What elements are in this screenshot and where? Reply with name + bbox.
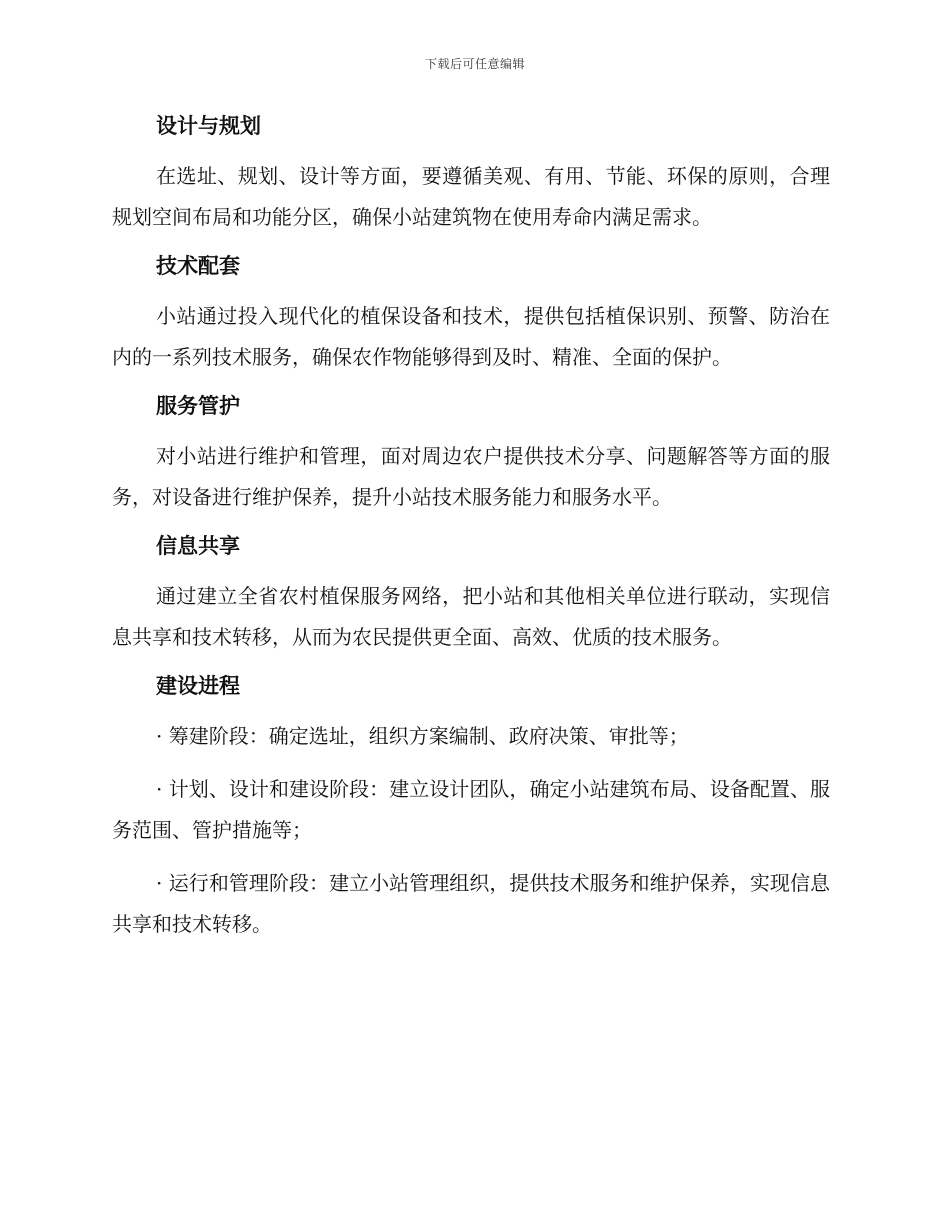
section-heading-progress: 建设进程 (156, 674, 240, 698)
section-body-design: 在选址、规划、设计等方面，要遵循美观、有用、节能、环保的原则，合理规划空间布局和功能分区，确保小站建筑物在使用寿命内满足需求。 (112, 164, 830, 229)
section-heading-technology: 技术配套 (156, 254, 240, 278)
section-body-service: 对小站进行维护和管理，面对周边农户提供技术分享、问题解答等方面的服务，对设备进行维护保养，提升小站技术服务能力和服务水平。 (112, 444, 830, 509)
header-note: 下载后可任意编辑 (424, 57, 525, 71)
section-heading-design: 设计与规划 (156, 114, 261, 138)
document-content (112, 110, 830, 957)
section-body-technology: 小站通过投入现代化的植保设备和技术，提供包括植保识别、预警、防治在内的一系列技术服务，确保农作物能够得到及时、精准、全面的保护。 (112, 304, 830, 369)
progress-bullet-planning: · 计划、设计和建设阶段：建立设计团队，确定小站建筑布局、设备配置、服务范围、管护措施等； (112, 777, 830, 842)
section-heading-service: 服务管护 (156, 394, 240, 418)
progress-bullet-preparation: · 筹建阶段：确定选址，组织方案编制、政府决策、审批等； (156, 724, 689, 748)
section-body-info-sharing: 通过建立全省农村植保服务网络，把小站和其他相关单位进行联动，实现信息共享和技术转移，从而为农民提供更全面、高效、优质的技术服务。 (112, 584, 830, 649)
section-heading-info-sharing: 信息共享 (156, 534, 240, 558)
progress-bullet-operation: · 运行和管理阶段：建立小站管理组织，提供技术服务和维护保养，实现信息共享和技术转移。 (112, 871, 830, 936)
